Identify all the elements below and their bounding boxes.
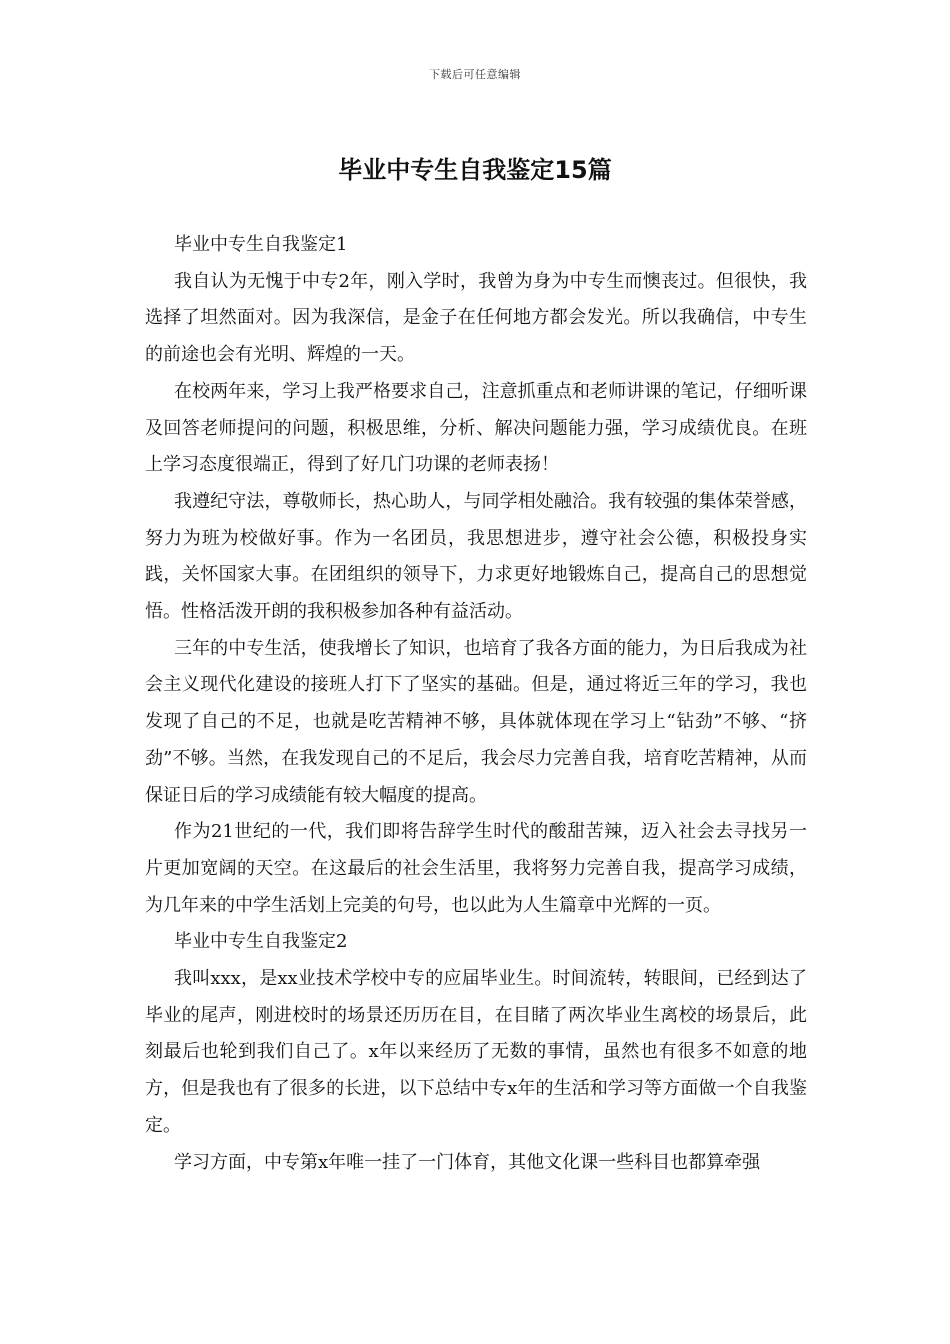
paragraph: 我遵纪守法，尊敬师长，热心助人，与同学相处融洽。我有较强的集体荣誉感，努力为班为校做好事。作为一名团员，我思想进步，遵守社会公德，积极投身实践，关怀国家大事。在团组织的领导下，力求更好地锻炼自己，提高自己的思想觉悟。性格活泼开朗的我积极参加各种有益活动。 (145, 490, 807, 623)
paragraph: 学习方面，中专第x年唯一挂了一门体育，其他文化课一些科目也都算牵强 (174, 1151, 761, 1173)
header-note: 下载后可任意编辑 (429, 68, 521, 81)
document-title: 毕业中专生自我鉴定15篇 (338, 156, 612, 184)
paragraph: 作为21世纪的一代，我们即将告辞学生时代的酸甜苦辣，迈入社会去寻找另一片更加宽阔的天空。在这最后的社会生活里，我将努力完善自我，提高学习成绩，为几年来的中学生活划上完美的句号，也以此为人生篇章中光辉的一页。 (145, 821, 807, 916)
document-body (145, 227, 807, 1181)
paragraph: 三年的中专生活，使我增长了知识，也培育了我各方面的能力，为日后我成为社会主义现代化建设的接班人打下了坚实的基础。但是，通过将近三年的学习，我也发现了自己的不足，也就是吃苦精神不够，具体就体现在学习上“钻劲”不够、“挤劲”不够。当然，在我发现自己的不足后，我会尽力完善自我，培育吃苦精神，从而保证日后的学习成绩能有较大幅度的提高。 (145, 637, 807, 806)
paragraph: 在校两年来，学习上我严格要求自己，注意抓重点和老师讲课的笔记，仔细听课及回答老师提问的问题，积极思维，分析、解决问题能力强，学习成绩优良。在班上学习态度很端正，得到了好几门功课的老师表扬！ (145, 380, 807, 476)
section-heading-1: 毕业中专生自我鉴定1 (174, 234, 348, 255)
paragraph: 我叫xxx，是xx业技术学校中专的应届毕业生。时间流转，转眼间，已经到达了毕业的尾声，刚进校时的场景还历历在目，在目睹了两次毕业生离校的场景后，此刻最后也轮到我们自己了。x年以来经历了无数的事情，虽然也有很多不如意的地方，但是我也有了很多的长进，以下总结中专x年的生活和学习等方面做一个自我鉴定。 (145, 968, 807, 1136)
paragraph: 我自认为无愧于中专2年，刚入学时，我曾为身为中专生而懊丧过。但很快，我选择了坦然面对。因为我深信，是金子在任何地方都会发光。所以我确信，中专生的前途也会有光明、辉煌的一天。 (145, 270, 807, 366)
section-heading-2: 毕业中专生自我鉴定2 (174, 931, 348, 953)
